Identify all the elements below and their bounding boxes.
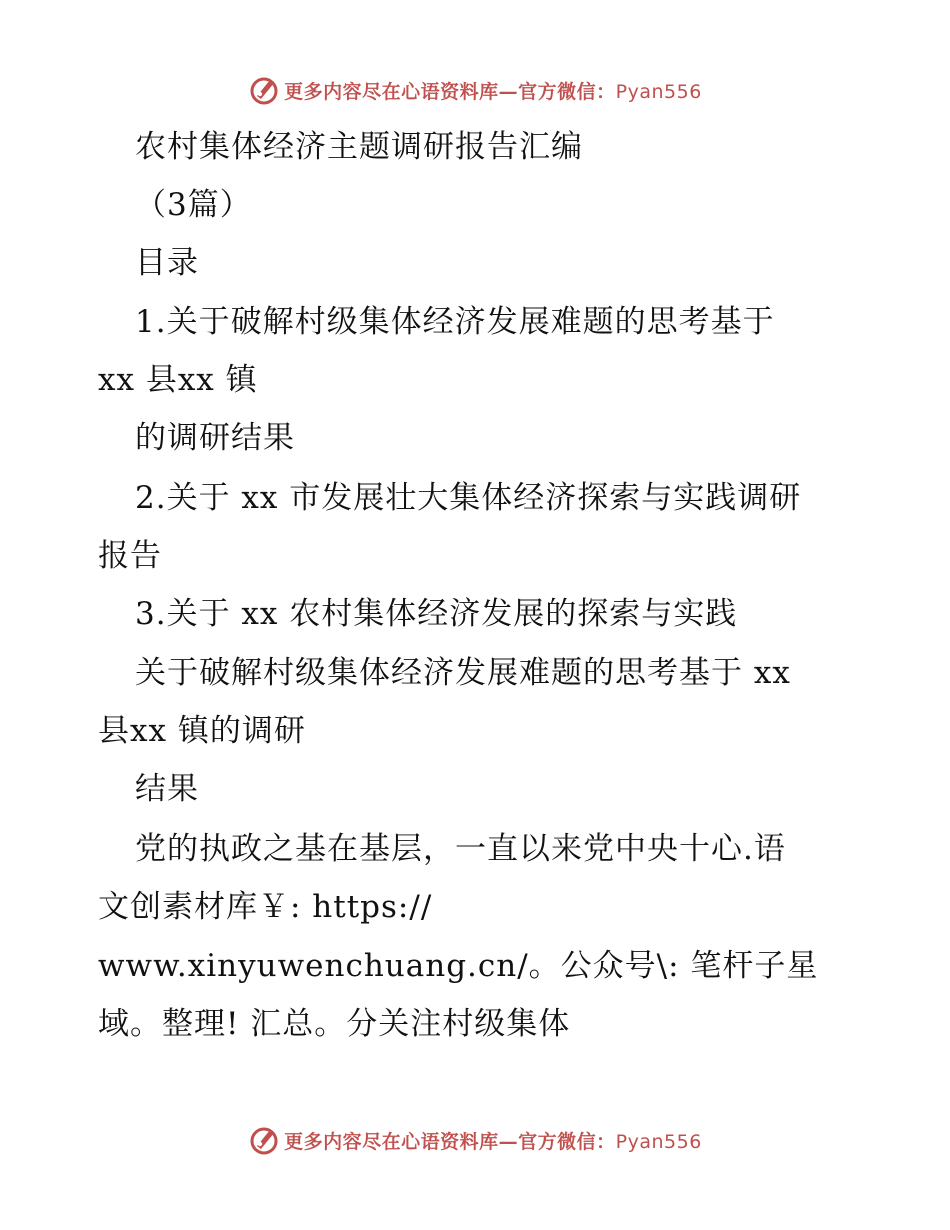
toc-item-3: 3.关于 xx 农村集体经济发展的探索与实践: [135, 596, 738, 632]
banner-wechat-id: Pyan556: [615, 1130, 702, 1153]
banner-text: [284, 77, 702, 104]
body-paragraph-line: www.xinyuwenchuang.cn/。公众号\: 笔杆子星: [98, 948, 819, 984]
toc-item-2: 2.关于 xx 市发展壮大集体经济探索与实践调研: [135, 480, 802, 516]
toc-item-1-cont: xx 县xx 镇: [98, 362, 258, 398]
header-watermark-banner: [0, 70, 950, 110]
section-heading: 关于破解村级集体经济发展难题的思考基于 xx: [135, 655, 791, 691]
banner-wechat-id: Pyan556: [615, 80, 702, 103]
banner-text-cn: 更多内容尽在心语资料库—官方微信：: [284, 1130, 616, 1153]
document-subtitle: （3篇）: [135, 187, 252, 223]
toc-item-1: 1.关于破解村级集体经济发展难题的思考基于: [135, 304, 775, 340]
toc-item-2-cont: 报告: [98, 538, 162, 574]
section-heading-cont: 县xx 镇的调研: [98, 713, 306, 749]
pen-logo-icon: [248, 1124, 280, 1156]
body-paragraph-line: 党的执政之基在基层，一直以来党中央十心.语: [135, 831, 786, 867]
toc-item-1-cont: 的调研结果: [135, 420, 295, 456]
footer-watermark-banner: [0, 1120, 950, 1160]
pen-logo-icon: [248, 74, 280, 106]
body-paragraph-line: 域。整理! 汇总。分关注村级集体: [98, 1006, 571, 1042]
document-title: 农村集体经济主题调研报告汇编: [135, 129, 583, 165]
banner-text: [284, 1127, 702, 1154]
banner-text-cn: 更多内容尽在心语资料库—官方微信：: [284, 80, 616, 103]
section-heading-cont: 结果: [135, 771, 199, 807]
body-paragraph-line: 文创素材库￥: https://: [98, 889, 433, 925]
toc-heading: 目录: [135, 245, 199, 281]
